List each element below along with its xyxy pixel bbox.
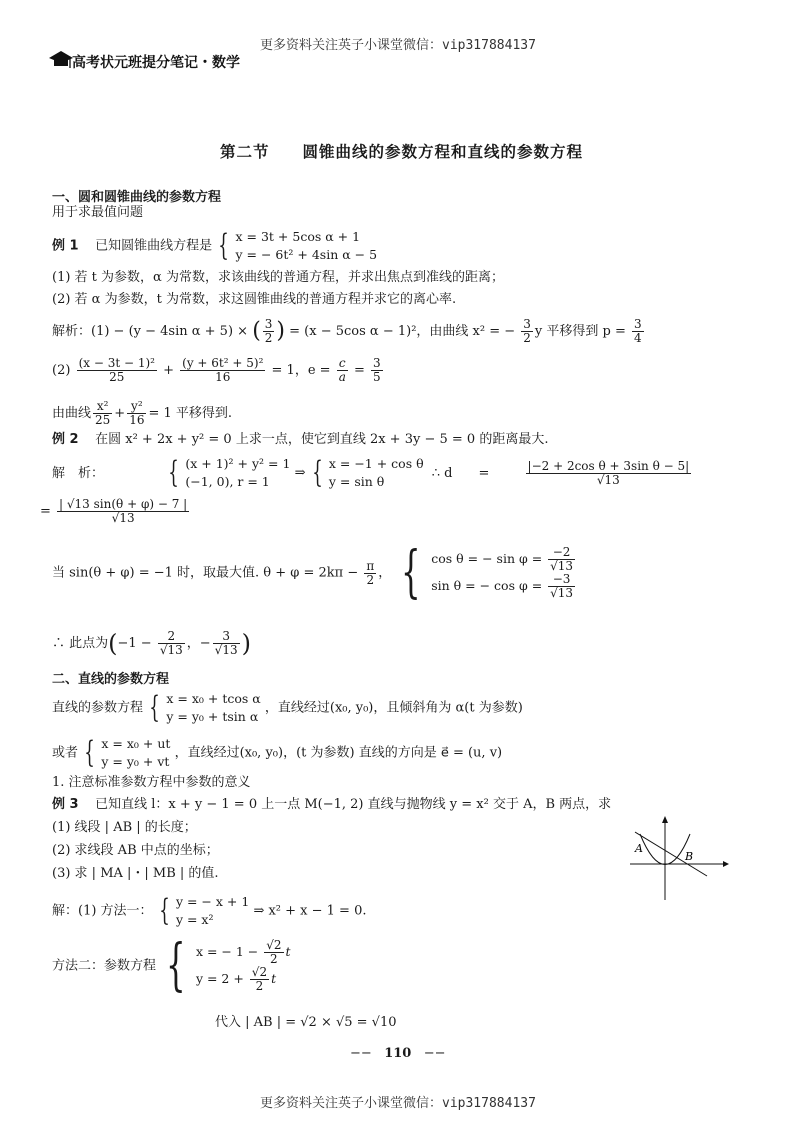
max-condition: 当 sin(θ + φ) = −1 时，取最大值. θ + φ = 2kπ − [52,565,363,581]
method1-eq1: y = − x + 1 [175,894,250,909]
parabola-line-graph [625,815,735,900]
line2-prefix: 或者 [52,745,79,761]
left-brace-icon: { [311,455,323,490]
example2-max-row [52,540,577,605]
example1-solution2 [52,357,385,384]
book-title: 高考状元班提分笔记・数学 [72,55,240,71]
example3-stem-row [52,797,611,813]
example2-label: 例 2 [52,432,79,447]
example2-stem-row [52,432,548,448]
example1-stem-row [52,228,377,264]
point-b-label: B [685,850,694,863]
therefore-d: ∴ d = [431,465,490,481]
example3-q3: (3) 求 | MA |・| MB | 的值. [52,866,219,881]
example2-trig-system [431,546,577,600]
note-1: 1. 注意标准参数方程中参数的意义 [52,775,251,790]
example2-system-b [329,455,424,491]
method1-tail: ⇒ x² + x − 1 = 0. [253,903,367,919]
example1-q1: (1) 若 t 为参数，α 为常数，求该曲线的普通方程，并求出焦点到准线的距离； [52,270,504,285]
method1-system [176,893,249,929]
sol1-prefix: 解析：(1) − (y − 4sin α + 5) × [52,324,253,339]
sysA-eq2: (−1, 0), r = 1 [185,474,270,489]
line2-system [101,735,170,771]
line2-eq1: x = x₀ + ut [101,736,171,751]
sol2-mid: = 1，e = [271,363,335,378]
plus-sign: + [163,363,175,378]
part1-intro: 用于求最值问题 [52,205,144,220]
left-brace-icon: { [84,735,95,770]
method2-system [196,939,291,993]
example3-q2: (2) 求线段 AB 中点的坐标； [52,843,219,858]
fraction: $\frac{3}{2}$ [523,317,531,345]
line1-prefix: 直线的参数方程 [52,700,144,716]
sol3-tail: = 1 平移得到. [148,406,233,421]
fraction: $\frac{3}{2}$ [264,317,273,345]
point-prefix: ∴ 此点为 [52,636,109,651]
example2-analysis-row [52,455,693,491]
point-x-prefix: −1 − [117,636,156,651]
line1-eq2: y = y₀ + tsin α [166,709,259,724]
example3-substitution: 代入 | AB | = √2 × √5 = √10 [215,1015,397,1030]
dash-left: −− [350,1046,372,1061]
method2-eq2: y = 2 + $\frac{√2}{2}$ t [195,965,277,993]
sin-line: sin θ = − cos φ = $\frac{-3}{√13}$ [431,572,574,600]
example3-q1: (1) 线段 | AB | 的长度； [52,820,197,835]
example2-d-simplified [40,498,191,525]
fraction: $\frac{\text{(x − 3t − 1)²}}{25}$ [78,356,155,384]
example1-eq2: y = − 6t² + 4sin α − 5 [235,247,378,262]
comma: ， [378,565,392,581]
fraction: $\frac{\text{x²}}{25}$ [95,399,111,427]
sysB-eq1: x = −1 + cos θ [328,456,424,471]
method1-prefix: 解：(1) 方法一： [52,903,153,919]
fraction: $\frac{2}{√13}$ [159,629,183,657]
example1-eq1: x = 3t + 5cos α + 1 [235,229,361,244]
fraction: $\frac{3}{√13}$ [214,629,238,657]
point-a-label: A [635,842,643,855]
line-param-row2 [52,735,502,771]
fraction-d2: $\frac{| √13 \sin(\theta + \varphi) - 7 |}{√13}$ [59,497,188,525]
example1-label: 例 1 [52,238,79,254]
example1-solution1: 解析：(1) − (y − 4sin α + 5) × ( $\frac{3}{2}$ ) = (x − 5cos α − 1)²，由曲线 x² = − $\frac{3}{2}$ y 平移得到 p = $\frac{3}{4}$ [52,317,642,345]
example3-stem: 已知直线 l：x + y − 1 = 0 上一点 M(−1, 2) 直线与抛物线 y = x² 交于 A，B 两点，求 [95,797,612,812]
watermark-bottom: 更多资料关注英子小课堂微信：vip317884137 [260,1096,536,1111]
line1-system [166,690,260,726]
example3-label: 例 3 [52,797,79,812]
sysA-eq1: (x + 1)² + y² = 1 [185,456,291,471]
watermark-top: 更多资料关注英子小课堂微信：vip317884137 [260,38,536,53]
left-brace-icon: { [158,893,170,928]
page-number-row [350,1046,446,1061]
fraction: $\frac{\text{(y + 6t² + 5)²}}{16}$ [182,356,264,384]
example2-point-row: ∴ 此点为(−1 − $\frac{2}{√13}$ ，− $\frac{3}{√13}$ ) [52,629,251,658]
equals-sign: = [40,504,51,519]
example3-method2-row [52,933,291,998]
example1-stem: 已知圆锥曲线方程是 [95,238,213,254]
page-number: 110 [384,1046,412,1061]
left-brace-icon: { [218,228,230,263]
example2-stem: 在圆 x² + 2x + y² = 0 上求一点，使它到直线 2x + 3y − 5 = 0 的距离最大. [95,432,549,447]
method2-eq1: x = − 1 − $\frac{√2}{2}$ t [195,938,291,966]
left-brace-icon: { [149,690,160,725]
cos-line: cos θ = − sin φ = $\frac{-2}{√13}$ [431,545,574,573]
sol2-prefix: (2) [52,363,71,378]
part2-heading: 二、直线的参数方程 [52,672,170,687]
method1-eq2: y = x² [175,912,214,927]
fraction: $\frac{3}{5}$ [373,356,381,384]
example1-solution3 [52,400,232,427]
line1-eq1: x = x₀ + tcos α [166,691,261,706]
example3-method1-row [52,893,366,929]
section-title: 第二节 圆锥曲线的参数方程和直线的参数方程 [220,143,584,161]
fraction: $\frac{\text{y²}}{16}$ [129,399,145,427]
fraction: $\frac{c}{a}$ [338,356,346,384]
line2-eq2: y = y₀ + vt [101,754,170,769]
analysis-label: 解 析： [52,465,105,481]
line-param-row1 [52,690,523,726]
example2-system-a [185,455,290,491]
implies-arrow: ⇒ [294,465,306,481]
sol1-mid: = (x − 5cos α − 1)²，由曲线 x² = − [285,324,520,339]
graduation-cap-icon [48,48,72,70]
plus-sign: + [114,406,126,421]
fraction: $\frac{\pi}{2}$ [366,558,375,587]
part1-heading: 一、圆和圆锥曲线的参数方程 [52,190,222,205]
fraction-d: $\frac{\text{|−2 + 2cos θ + 3sin θ − 5|}}{√13}$ [527,458,690,487]
fraction: $\frac{3}{4}$ [634,317,642,345]
equals-sign: = [353,363,365,378]
left-brace-icon: { [401,540,422,605]
sol1-tail: y 平移得到 p = [534,324,630,339]
sysB-eq2: y = sin θ [328,474,385,489]
dash-right: −− [423,1046,446,1061]
left-brace-icon: { [166,933,186,998]
sol3-prefix: 由曲线 [52,406,92,421]
example1-q2: (2) 若 α 为参数，t 为常数，求这圆锥曲线的普通方程并求它的离心率. [52,292,457,307]
line1-tail: ，直线经过(x₀, y₀)，且倾斜角为 α(t 为参数) [264,700,523,716]
example1-system [236,228,378,264]
method2-prefix: 方法二：参数方程 [52,958,157,974]
line2-tail: ，直线经过(x₀, y₀)，(t 为参数) 直线的方向是 e⃗ = (u, v) [174,745,503,761]
left-brace-icon: { [168,455,179,490]
point-separator: ，− [186,636,211,651]
